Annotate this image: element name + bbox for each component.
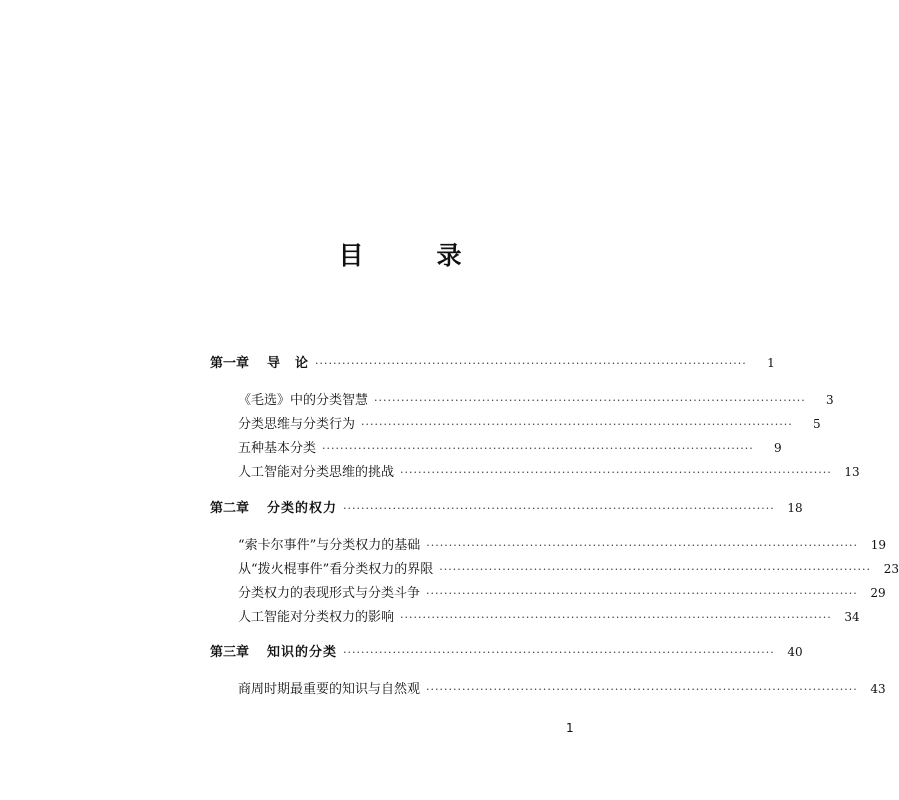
- toc-chapter-3[interactable]: [210, 643, 803, 661]
- chapter-title: 分类的权力: [267, 501, 338, 516]
- toc-section[interactable]: [238, 439, 782, 457]
- page-number: 13: [844, 465, 860, 479]
- section-title: 分类思维与分类行为: [238, 417, 356, 432]
- dot-leader: ································································································: [343, 646, 775, 659]
- toc-section[interactable]: [238, 608, 860, 626]
- chapter-title: 导 论: [267, 356, 310, 371]
- chapter-number: 第二章: [210, 501, 250, 516]
- toc-section[interactable]: [238, 463, 860, 481]
- toc-section[interactable]: [238, 680, 886, 698]
- dot-leader: ································································································: [439, 563, 871, 576]
- toc-section[interactable]: [238, 536, 886, 554]
- section-title: 商周时期最重要的知识与自然观: [238, 682, 421, 697]
- toc-chapter-2[interactable]: [210, 499, 803, 517]
- dot-leader: ································································································: [426, 683, 858, 696]
- page-number: 3: [826, 393, 834, 407]
- page-folio-number: 1: [566, 721, 574, 735]
- page-number: 19: [870, 538, 886, 552]
- page-number: 18: [787, 501, 803, 515]
- dot-leader: ································································································: [343, 502, 775, 515]
- page-number: 40: [787, 645, 803, 659]
- chapter-number: 第一章: [210, 356, 250, 371]
- section-title: 人工智能对分类思维的挑战: [238, 465, 395, 480]
- page-title: 目 录: [338, 241, 486, 270]
- toc-chapter-1[interactable]: [210, 354, 775, 372]
- page-number: 34: [844, 610, 860, 624]
- toc-section[interactable]: [238, 391, 834, 409]
- toc-section[interactable]: [238, 560, 899, 578]
- section-title: 人工智能对分类权力的影响: [238, 610, 395, 625]
- dot-leader: ································································································: [322, 442, 754, 455]
- page-number: 5: [813, 417, 821, 431]
- dot-leader: ································································································: [374, 394, 806, 407]
- toc-section[interactable]: [238, 584, 886, 602]
- page-number: 23: [883, 562, 899, 576]
- chapter-number: 第三章: [210, 645, 250, 660]
- page-number: 9: [774, 441, 782, 455]
- section-title: 《毛选》中的分类智慧: [238, 393, 369, 408]
- page-number: 29: [870, 586, 886, 600]
- dot-leader: ································································································: [361, 418, 793, 431]
- section-title: 从“拨火棍事件”看分类权力的界限: [238, 562, 434, 577]
- dot-leader: ································································································: [315, 357, 747, 370]
- toc-section[interactable]: [238, 415, 821, 433]
- dot-leader: ································································································: [400, 466, 832, 479]
- chapter-title: 知识的分类: [267, 645, 338, 660]
- dot-leader: ································································································: [400, 611, 832, 624]
- section-title: 五种基本分类: [238, 441, 317, 456]
- dot-leader: ································································································: [426, 587, 858, 600]
- page-number: 1: [767, 356, 775, 370]
- section-title: 分类权力的表现形式与分类斗争: [238, 586, 421, 601]
- dot-leader: ································································································: [426, 539, 858, 552]
- section-title: “索卡尔事件”与分类权力的基础: [238, 538, 421, 553]
- page-number: 43: [870, 682, 886, 696]
